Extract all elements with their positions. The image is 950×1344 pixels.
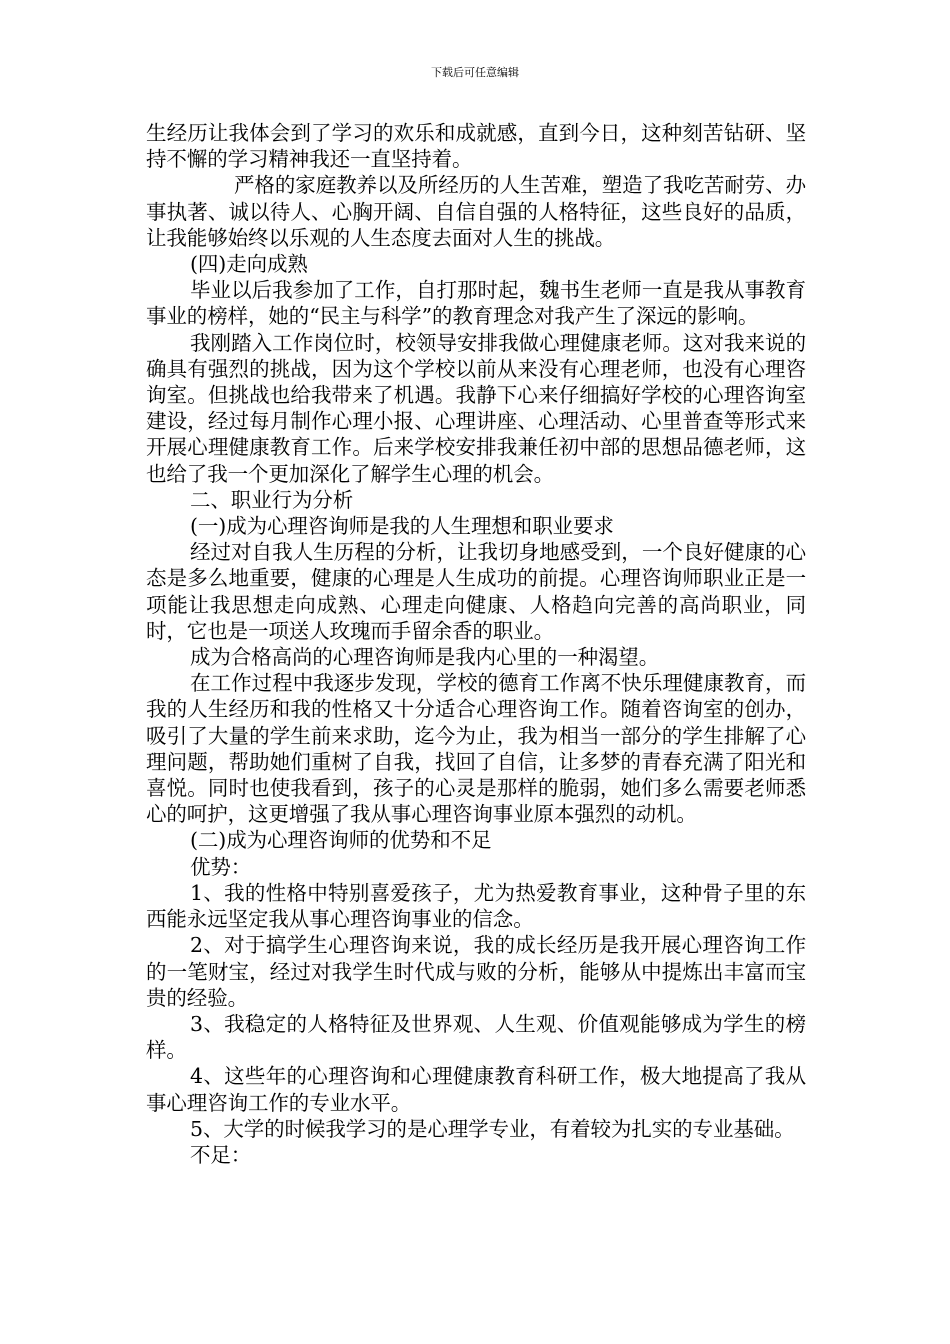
paragraph-1: 生经历让我体会到了学习的欢乐和成就感，直到今日，这种刻苦钻研、坚持不懈的学习精神我还一直坚持着。 [146, 121, 806, 172]
paragraph-4: 我刚踏入工作岗位时，校领导安排我做心理健康老师。这对我来说的确具有强烈的挑战，因为这个学校以前从来没有心理老师，也没有心理咨询室。但挑战也给我带来了机遇。我静下心来仔细搞好学校的心理咨询室建设，经过每月制作心理小报、心理讲座、心理活动、心里普查等形式来开展心理健康教育工作。后来学校安排我兼任初中部的思想品德老师，这也给了我一个更加深化了解学生心理的机会。 [146, 330, 806, 486]
section-heading-4: (四)走向成熟 [190, 252, 308, 277]
advantages-label: 优势： [190, 854, 252, 879]
paragraph-2: 严格的家庭教养以及所经历的人生苦难，塑造了我吃苦耐劳、办事执著、诚以待人、心胸开阔、自信自强的人格特征，这些良好的品质，让我能够始终以乐观的人生态度去面对人生的挑战。 [146, 173, 806, 250]
shortcomings-label: 不足： [190, 1142, 252, 1167]
advantage-item-1: 1、我的性格中特别喜爱孩子，尤为热爱教育事业，这种骨子里的东西能永远坚定我从事心理咨询事业的信念。 [146, 880, 806, 932]
page-header: 下载后可任意编辑 [431, 66, 519, 79]
paragraph-7: 在工作过程中我逐步发现，学校的德育工作离不快乐理健康教育，而我的人生经历和我的性格又十分适合心理咨询工作。随着咨询室的创办，吸引了大量的学生前来求助，迄今为止，我为相当一部分的学生排解了心理问题，帮助她们重树了自我，找回了自信，让多梦的青春充满了阳光和喜悦。同时也使我看到，孩子的心灵是那样的脆弱，她们多么需要老师悉心的呵护，这更增强了我从事心理咨询事业原本强烈的动机。 [146, 671, 806, 827]
paragraph-5: 经过对自我人生历程的分析，让我切身地感受到，一个良好健康的心态是多么地重要，健康的心理是人生成功的前提。心理咨询师职业正是一项能让我思想走向成熟、心理走向健康、人格趋向完善的高尚职业，同时，它也是一项送人玫瑰而手留余香的职业。 [146, 540, 806, 643]
document-body [146, 120, 806, 1168]
subsection-heading-1: (一)成为心理咨询师是我的人生理想和职业要求 [190, 514, 614, 539]
paragraph-6: 成为合格高尚的心理咨询师是我内心里的一种渴望。 [190, 645, 660, 670]
advantage-item-3: 3、我稳定的人格特征及世界观、人生观、价值观能够成为学生的榜样。 [146, 1011, 806, 1063]
section-heading-2: 二、职业行为分析 [190, 487, 354, 512]
paragraph-3: 毕业以后我参加了工作，自打那时起，魏书生老师一直是我从事教育事业的榜样，她的“民主与科学”的教育理念对我产生了深远的影响。 [146, 278, 806, 329]
advantage-item-5: 5、大学的时候我学习的是心理学专业，有着较为扎实的专业基础。 [190, 1116, 795, 1141]
advantage-item-4: 4、这些年的心理咨询和心理健康教育科研工作，极大地提高了我从事心理咨询工作的专业水平。 [146, 1064, 806, 1115]
subsection-heading-2: (二)成为心理咨询师的优势和不足 [190, 828, 492, 853]
advantage-item-2: 2、对于搞学生心理咨询来说，我的成长经历是我开展心理咨询工作的一笔财宝，经过对我学生时代成与败的分析，能够从中提炼出丰富而宝贵的经验。 [146, 933, 806, 1010]
